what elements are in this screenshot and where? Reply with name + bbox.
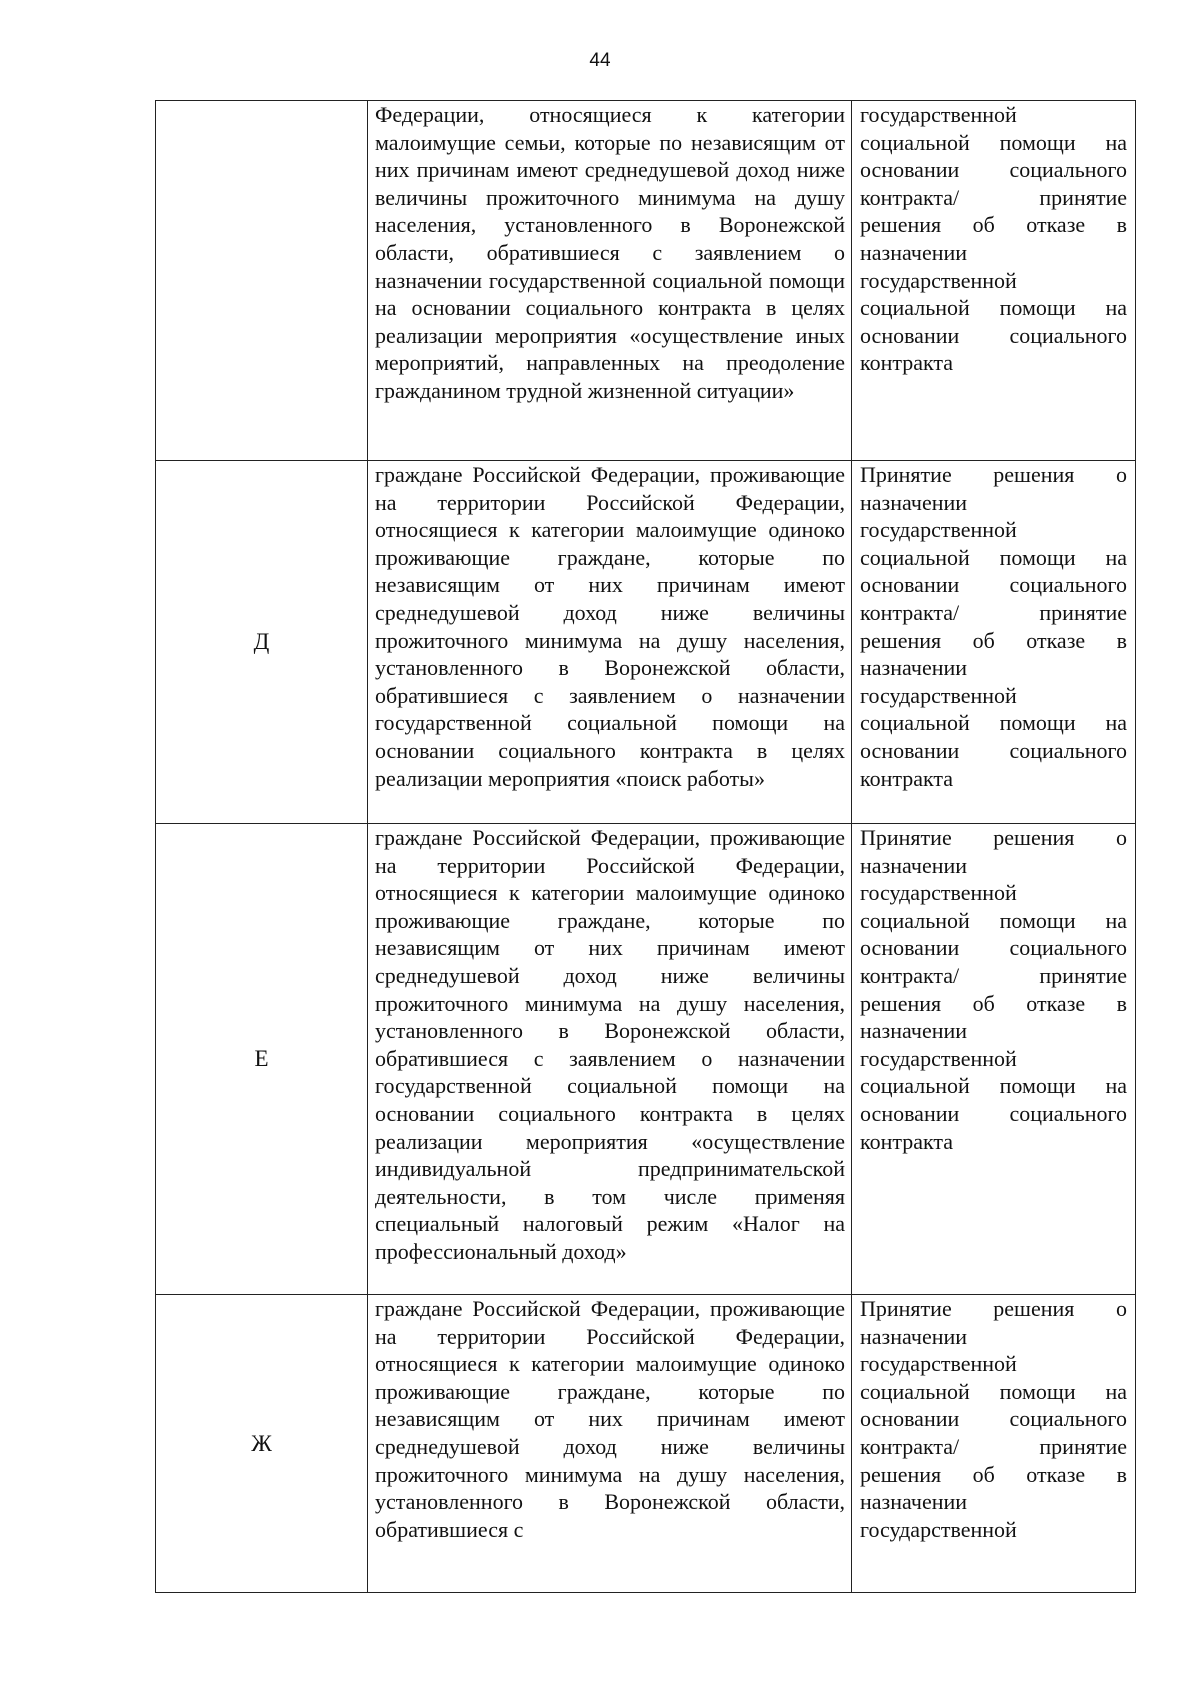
row-letter-cell: Д [156, 461, 368, 824]
recipient-description-cell [368, 1295, 852, 1593]
row-letter-cell: Ж [156, 1295, 368, 1593]
recipient-description-cell [368, 101, 852, 461]
decision-result: Принятие решения о назначении государственной социальной помощи на основании социального контракта/ принятие решения об отказе в назначении государственной социальной помощи на основании социального контракта [860, 462, 1127, 791]
decision-result-cell [852, 1295, 1136, 1593]
page-number: 44 [589, 50, 611, 71]
table-row [156, 101, 1136, 461]
decision-result: государственной социальной помощи на основании социального контракта/ принятие решения об отказе в назначении государственной социальной помощи на основании социального контракта [860, 102, 1127, 376]
decision-result-cell [852, 824, 1136, 1295]
decision-result: Принятие решения о назначении государственной социальной помощи на основании социального контракта/ принятие решения об отказе в назначении государственной социальной помощи на основании социального контракта [860, 825, 1127, 1154]
row-letter-cell: Е [156, 824, 368, 1295]
recipient-description: граждане Российской Федерации, проживающие на территории Российской Федерации, относящиеся к категории малоимущие одиноко проживающие граждане, которые по независящим от них причинам имеют среднедушевой доход ниже величины прожиточного минимума на душу населения, установленного в Воронежской области, обратившиеся с заявлением о назначении государственной социальной помощи на основании социального контракта в целях реализации мероприятия «осуществление индивидуальной предпринимательской деятельности, в том числе применяя специальный налоговый режим «Налог на профессиональный доход» [375, 825, 845, 1264]
table-row [156, 1295, 1136, 1593]
recipient-description: граждане Российской Федерации, проживающие на территории Российской Федерации, относящиеся к категории малоимущие одиноко проживающие граждане, которые по независящим от них причинам имеют среднедушевой доход ниже величины прожиточного минимума на душу населения, установленного в Воронежской области, обратившиеся с [375, 1296, 845, 1542]
recipient-description-cell [368, 461, 852, 824]
decision-result: Принятие решения о назначении государственной социальной помощи на основании социального контракта/ принятие решения об отказе в назначении государственной [860, 1296, 1127, 1542]
recipient-description: граждане Российской Федерации, проживающие на территории Российской Федерации, относящиеся к категории малоимущие одиноко проживающие граждане, которые по независящим от них причинам имеют среднедушевой доход ниже величины прожиточного минимума на душу населения, установленного в Воронежской области, обратившиеся с заявлением о назначении государственной социальной помощи на основании социального контракта в целях реализации мероприятия «поиск работы» [375, 462, 845, 791]
recipients-table [155, 100, 1136, 1593]
recipient-description-cell [368, 824, 852, 1295]
decision-result-cell [852, 101, 1136, 461]
row-letter-cell [156, 101, 368, 461]
decision-result-cell [852, 461, 1136, 824]
table-row [156, 461, 1136, 824]
table-row [156, 824, 1136, 1295]
recipient-description: Федерации, относящиеся к категории малоимущие семьи, которые по независящим от них причинам имеют среднедушевой доход ниже величины прожиточного минимума на душу населения, установленного в Воронежской области, обратившиеся с заявлением о назначении государственной социальной помощи на основании социального контракта в целях реализации мероприятия «осуществление иных мероприятий, направленных на преодоление гражданином трудной жизненной ситуации» [375, 102, 845, 403]
